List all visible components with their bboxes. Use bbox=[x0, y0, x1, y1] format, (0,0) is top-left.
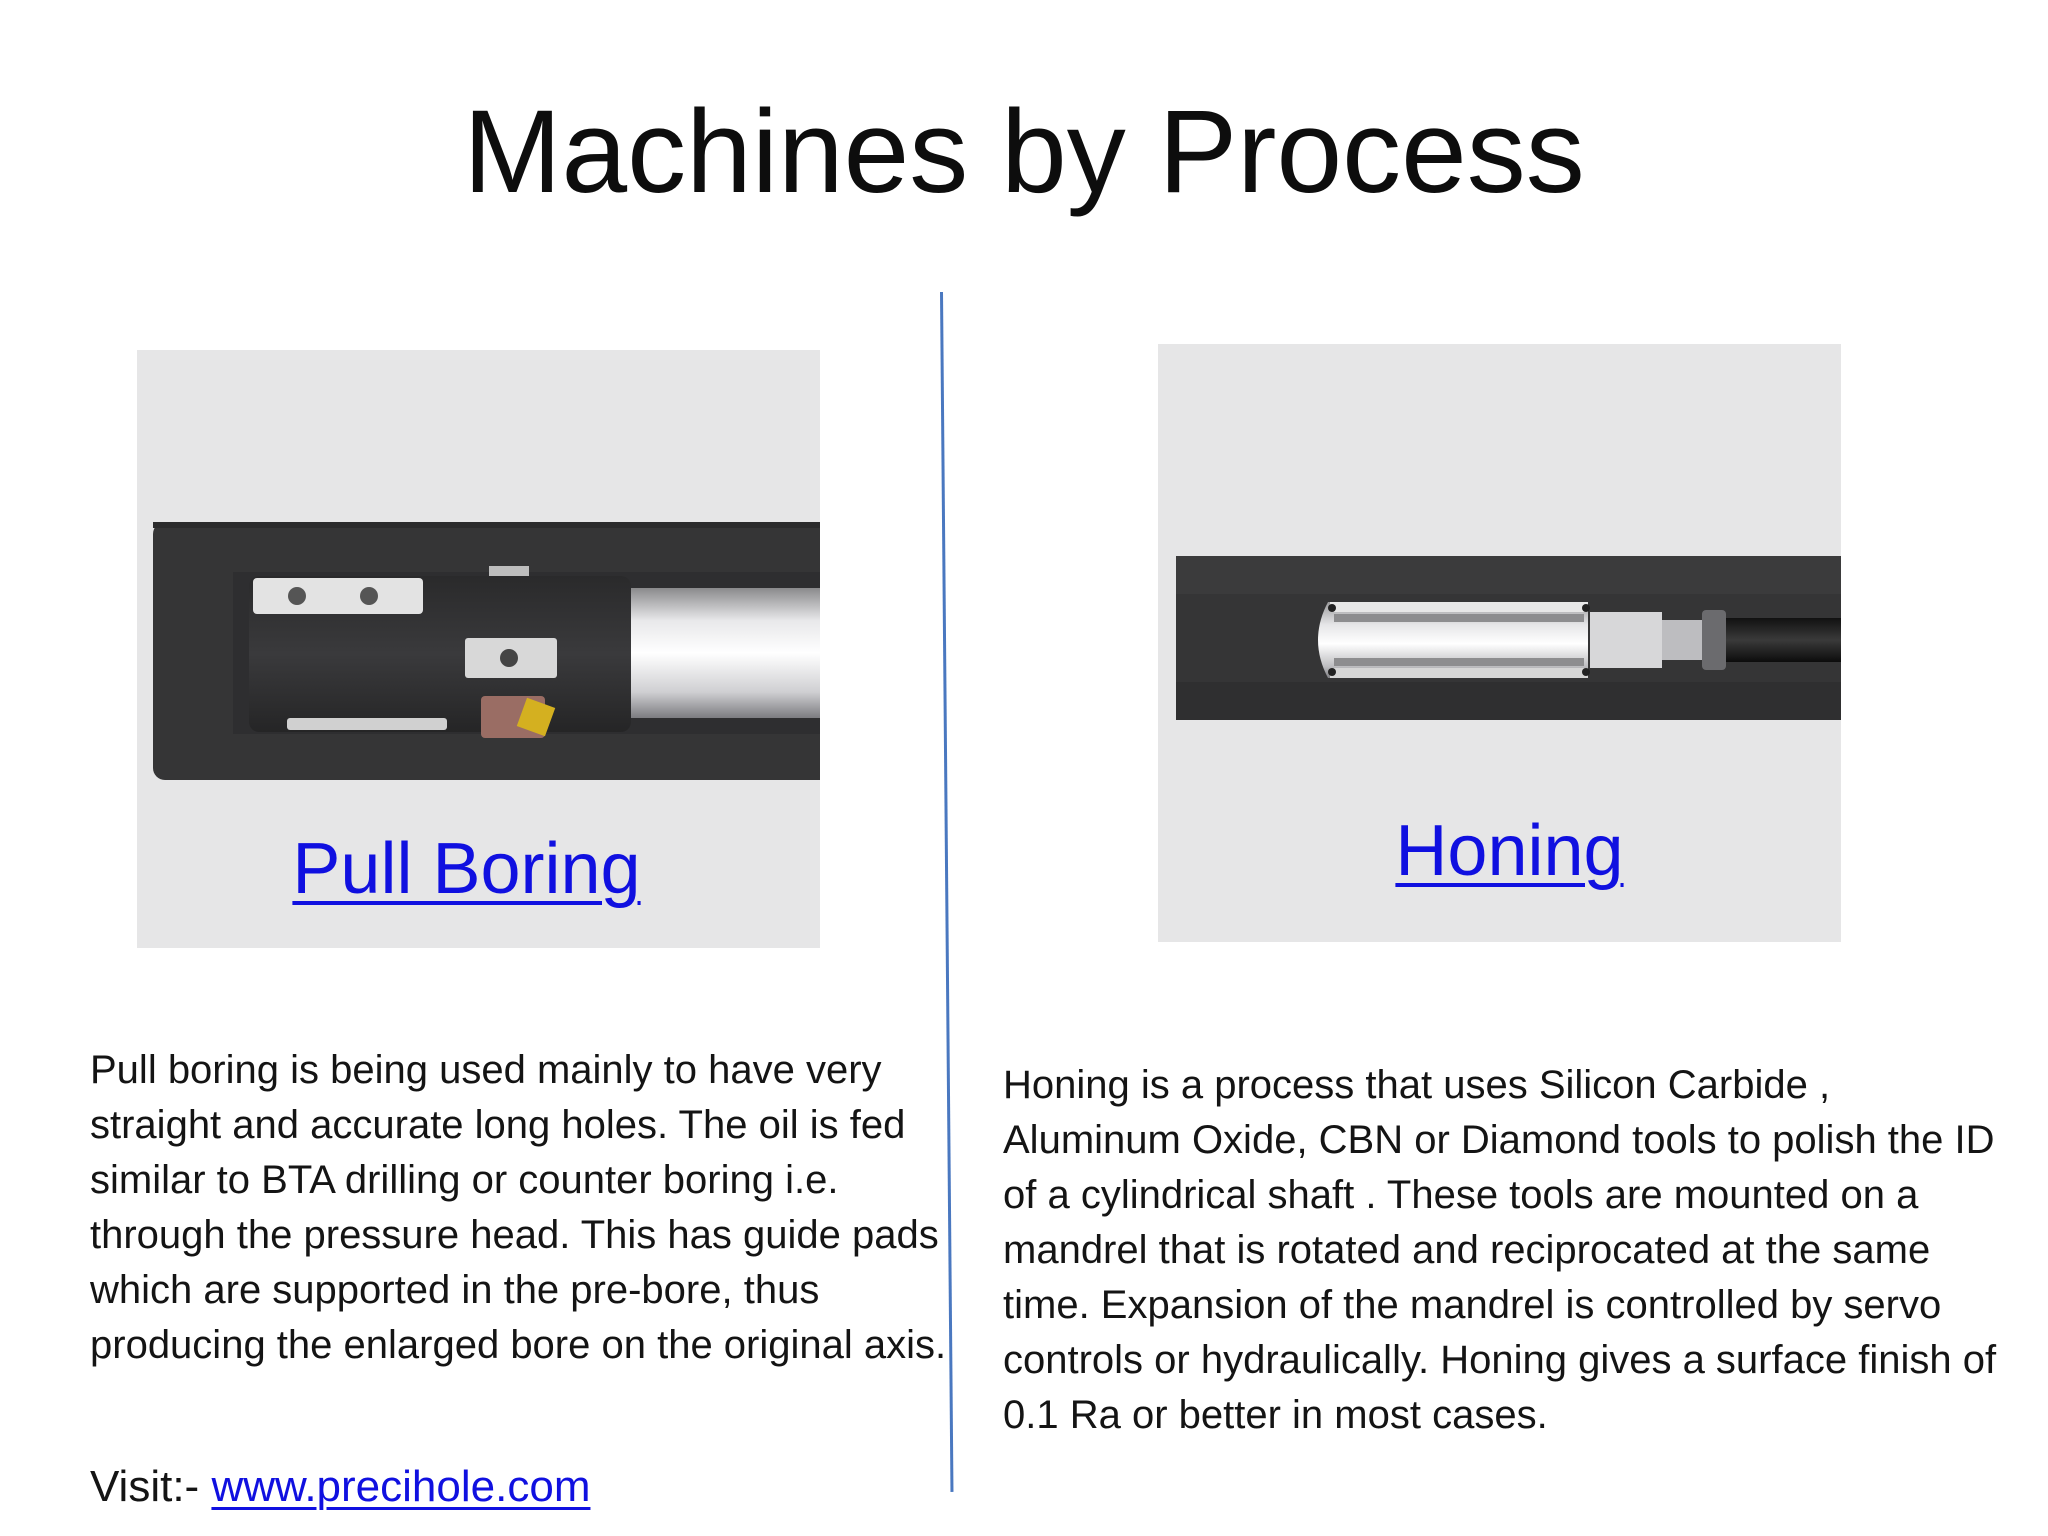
pull-boring-panel bbox=[137, 350, 820, 948]
honing-description: Honing is a process that uses Silicon Carbide , Aluminum Oxide, CBN or Diamond tools to polish the ID of a cylindrical shaft . These tools are mounted on a mandrel that is rotated and reciprocated at the same time. Expansion of the mandrel is controlled by servo controls or hydraulically. Honing gives a surface finish of 0.1 Ra or better in most cases. bbox=[1003, 1063, 1997, 1437]
visit-label: Visit:- bbox=[90, 1462, 212, 1511]
website-link[interactable]: www.precihole.com bbox=[211, 1462, 591, 1511]
visit-footer bbox=[90, 1462, 590, 1512]
honing-link[interactable]: Honing bbox=[1395, 811, 1624, 891]
pull-boring-link[interactable]: Pull Boring bbox=[292, 829, 641, 909]
honing-panel bbox=[1158, 344, 1841, 942]
pull-boring-description: Pull boring is being used mainly to have very straight and accurate long holes. The oil is fed similar to BTA drilling or counter boring i.e. through the pressure head. This has guide pads which are supported in the pre-bore, thus producing the enlarged bore on the original axis. bbox=[90, 1048, 947, 1367]
page-title: Machines by Process bbox=[463, 86, 1585, 218]
